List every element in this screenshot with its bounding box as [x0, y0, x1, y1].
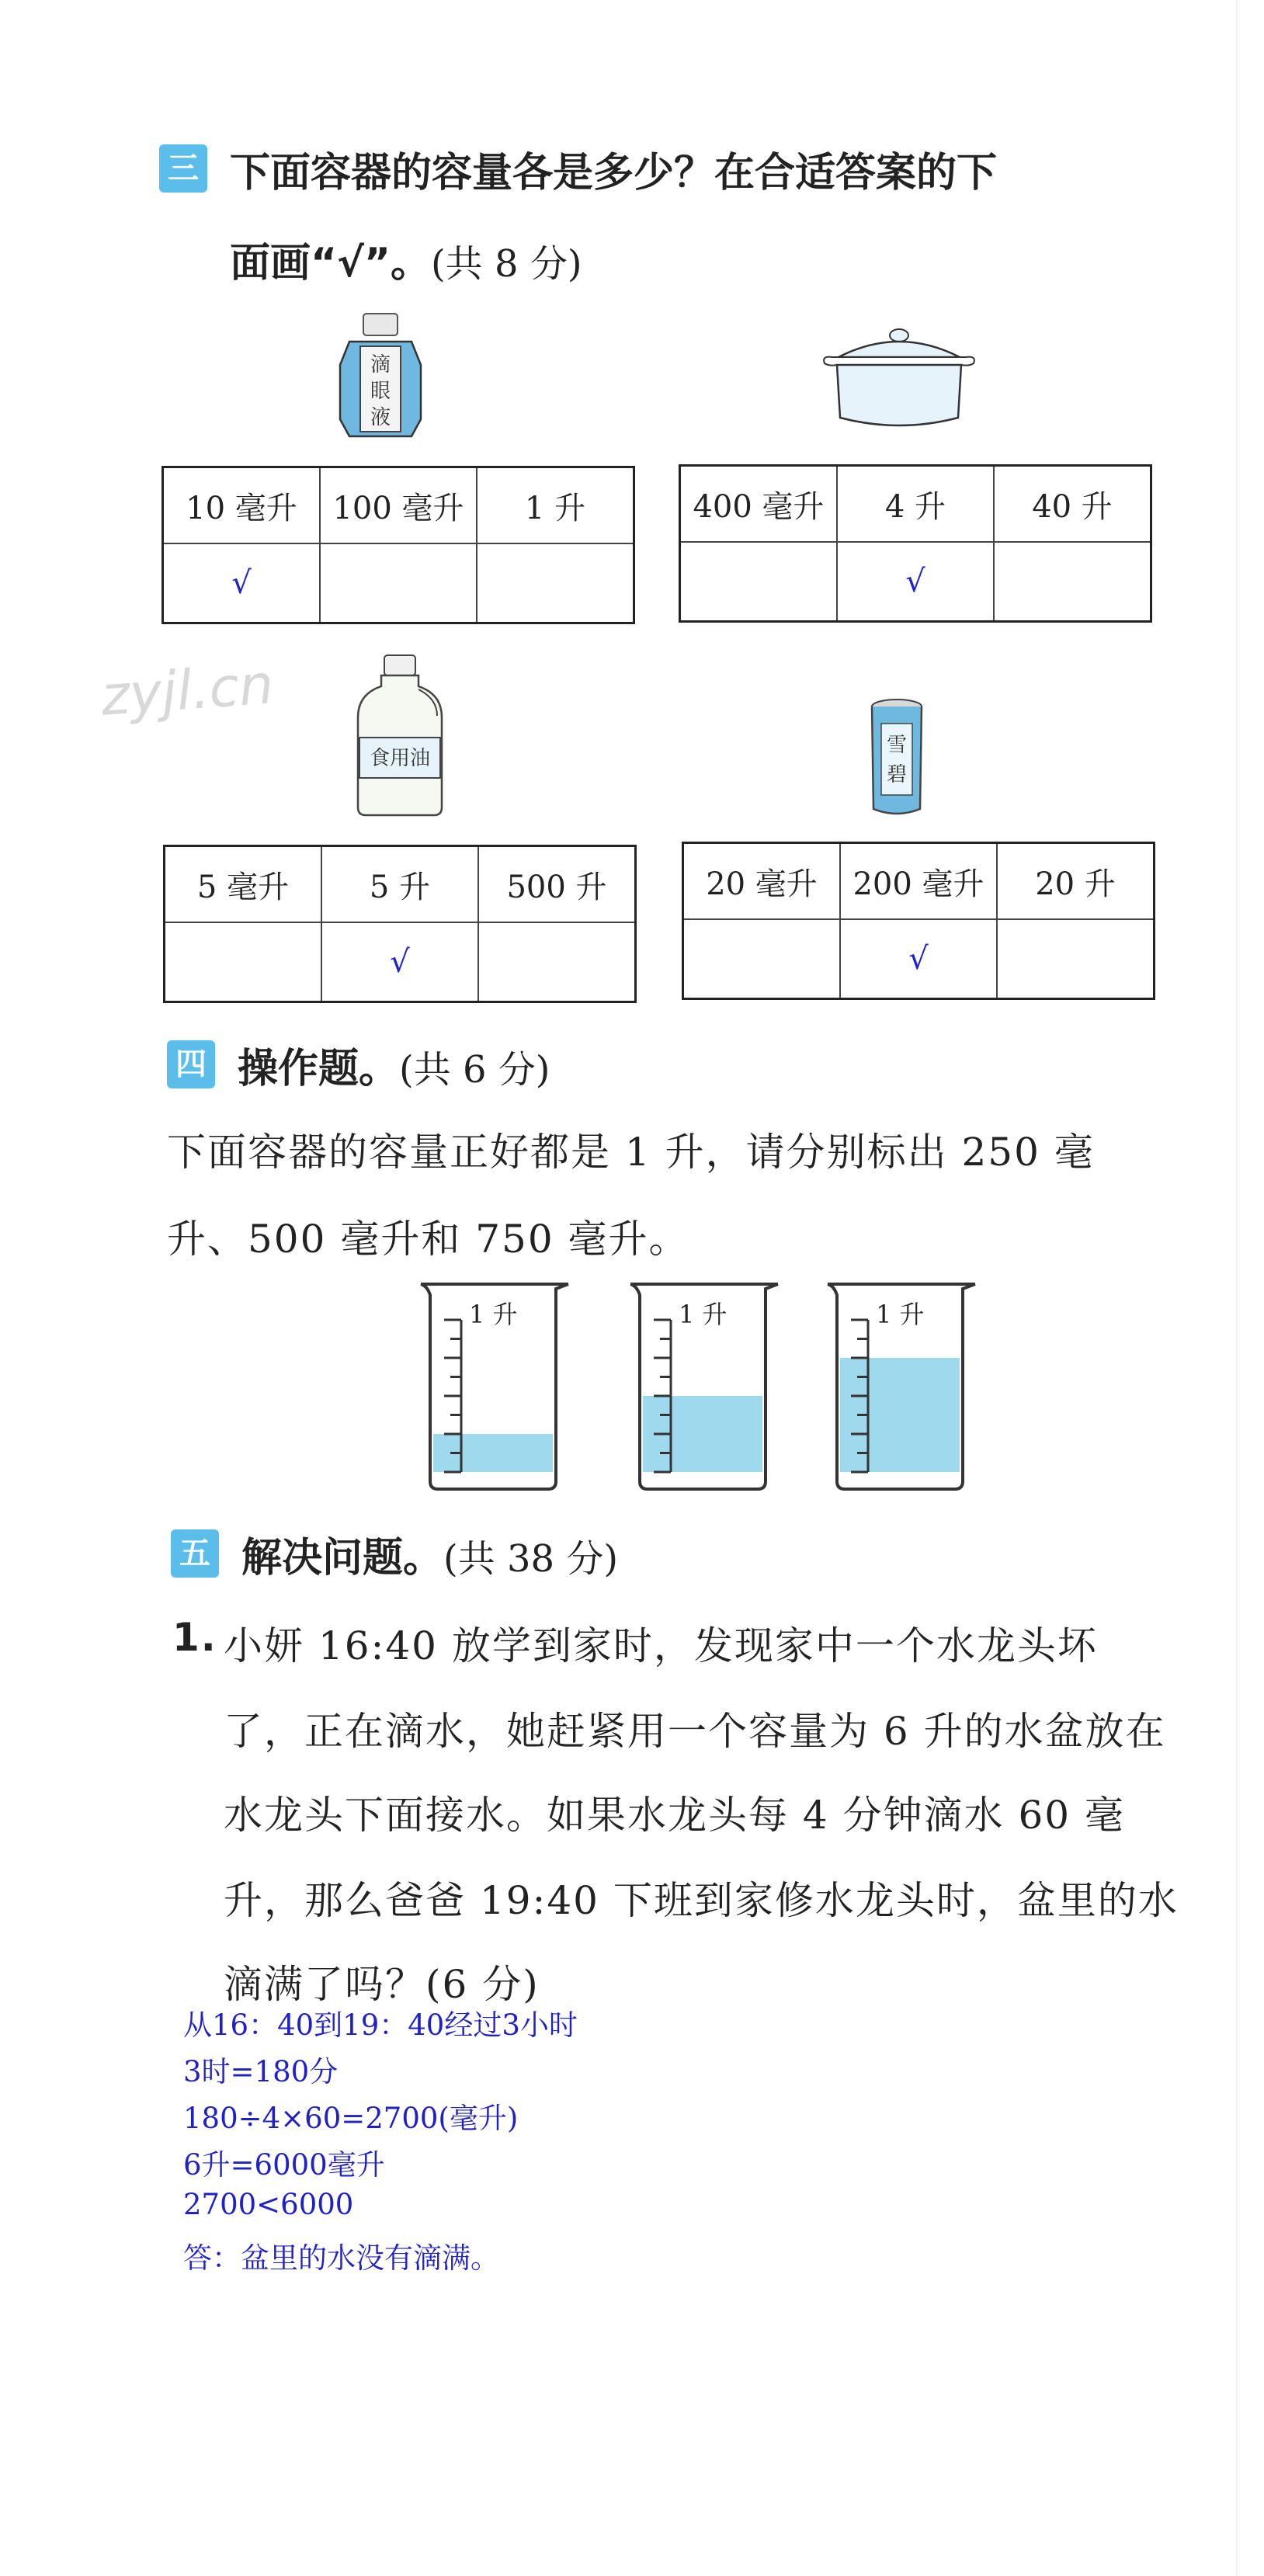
eye-drops-illustration [334, 311, 427, 443]
answer-cell[interactable] [165, 922, 322, 1002]
beaker-2[interactable] [626, 1278, 781, 1495]
question-line-1: 小妍 16:40 放学到家时，发现家中一个水龙头坏 [224, 1623, 1098, 1668]
watermark: zyjl.cn [99, 652, 276, 728]
answer-cell[interactable] [680, 542, 838, 622]
section-4-instructions-line2: 升、500 毫升和 750 毫升。 [167, 1217, 689, 1262]
question-line-2: 了，正在滴水，她赶紧用一个容量为 6 升的水盆放在 [224, 1709, 1166, 1754]
section-5-score: (共 38 分) [443, 1537, 619, 1581]
pot-illustration [821, 326, 977, 435]
oil-bottle-options-table [163, 845, 637, 1003]
section-4-title-main: 操作题。 [238, 1046, 400, 1092]
answer-line-2: 3时=180分 [183, 2055, 339, 2088]
beaker-capacity-label: 1 升 [876, 1300, 925, 1329]
pot-options-table [679, 464, 1152, 623]
oil-bottle-illustration [353, 652, 446, 819]
eye-drops-label-3: 液 [370, 406, 391, 429]
beaker-capacity-label: 1 升 [679, 1300, 727, 1329]
option-cell[interactable]: 1 升 [477, 467, 634, 544]
option-cell[interactable]: 20 升 [997, 843, 1155, 920]
option-cell[interactable]: 200 毫升 [840, 843, 997, 920]
option-cell[interactable]: 10 毫升 [163, 467, 321, 544]
section-3-title: 下面容器的容量各是多少？在合适答案的下 [230, 150, 998, 196]
option-cell[interactable]: 40 升 [994, 466, 1151, 543]
question-number: 1. [172, 1615, 217, 1660]
answer-cell[interactable] [683, 919, 841, 999]
section-3-score: (共 8 分) [431, 242, 582, 286]
answer-cell[interactable] [477, 543, 634, 623]
eye-drops-options-table [161, 466, 635, 624]
option-cell[interactable]: 400 毫升 [680, 466, 838, 543]
soda-can-label-2: 碧 [886, 763, 908, 786]
option-cell[interactable]: 20 毫升 [683, 843, 841, 920]
soda-can-options-table [682, 842, 1155, 1000]
answer-cell[interactable]: √ [163, 543, 321, 623]
question-line-4: 升，那么爸爸 19:40 下班到家修水龙头时，盆里的水 [224, 1878, 1179, 1923]
option-cell[interactable]: 100 毫升 [320, 467, 477, 544]
option-cell[interactable]: 4 升 [837, 466, 994, 543]
question-line-3: 水龙头下面接水。如果水龙头每 4 分钟滴水 60 毫 [224, 1793, 1126, 1838]
answer-cell[interactable]: √ [840, 919, 997, 999]
option-cell[interactable]: 5 毫升 [165, 846, 322, 923]
page-edge-shadow [1236, 0, 1238, 2576]
answer-cell[interactable]: √ [321, 922, 478, 1002]
eye-drops-label-2: 眼 [370, 380, 391, 403]
section-3-title-line2 [230, 230, 582, 288]
beaker-3[interactable] [823, 1278, 978, 1495]
section-4-score: (共 6 分) [399, 1048, 550, 1092]
soda-can-illustration [866, 696, 928, 820]
section-4-badge: 四 [167, 1040, 215, 1088]
answer-cell[interactable] [320, 543, 477, 623]
beaker-1[interactable] [416, 1278, 571, 1495]
option-cell[interactable]: 500 升 [478, 846, 636, 923]
answer-cell[interactable] [997, 919, 1155, 999]
section-5-badge: 五 [171, 1529, 219, 1578]
eye-drops-label-1: 滴 [370, 353, 391, 377]
answer-line-3: 180÷4×60=2700(毫升) [183, 2102, 519, 2135]
answer-line-5: 2700<6000 [183, 2188, 354, 2221]
section-3-badge: 三 [159, 144, 207, 193]
answer-cell[interactable]: √ [837, 542, 994, 622]
answer-line-4: 6升=6000毫升 [183, 2148, 385, 2182]
section-5-title-main: 解决问题。 [241, 1535, 444, 1581]
section-3-title-main: 面画“√”。 [230, 240, 432, 286]
section-4-instructions-line1: 下面容器的容量正好都是 1 升，请分别标出 250 毫 [167, 1130, 1095, 1175]
section-5-title [241, 1525, 618, 1583]
answer-cell[interactable] [994, 542, 1151, 622]
answer-line-6: 答：盆里的水没有滴满。 [183, 2241, 499, 2275]
oil-bottle-label: 食用油 [369, 747, 431, 770]
answer-line-1: 从16：40到19：40经过3小时 [183, 2008, 578, 2042]
beaker-capacity-label: 1 升 [469, 1300, 518, 1329]
answer-cell[interactable] [478, 922, 636, 1002]
section-4-title [238, 1036, 550, 1094]
question-line-5: 滴满了吗？(6 分) [224, 1962, 540, 2007]
option-cell[interactable]: 5 升 [321, 846, 478, 923]
soda-can-label-1: 雪 [886, 734, 908, 757]
